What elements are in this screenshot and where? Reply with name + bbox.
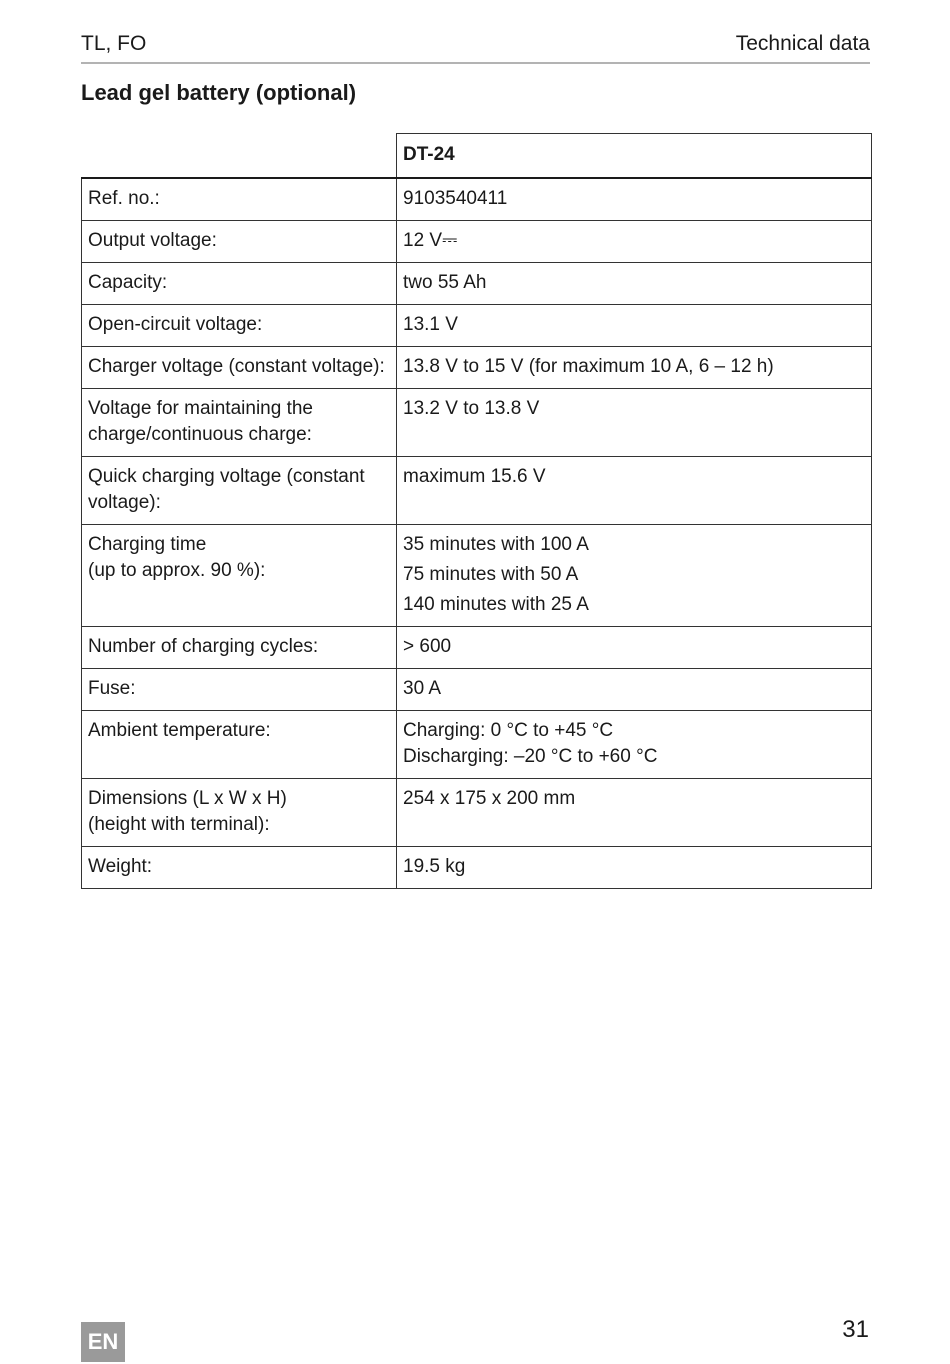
spec-table-corner <box>82 134 397 179</box>
spec-value: > 600 <box>403 636 452 657</box>
spec-label: Capacity: <box>88 272 168 293</box>
spec-value: 75 minutes with 50 A <box>403 564 579 585</box>
spec-label-cell <box>82 263 397 305</box>
spec-value: 35 minutes with 100 A <box>403 534 589 555</box>
spec-value-cell <box>397 457 872 525</box>
spec-label: charge/continuous charge: <box>88 424 312 445</box>
spec-value: 13.1 V <box>403 314 458 335</box>
spec-label: Charger voltage (constant voltage): <box>88 356 385 377</box>
spec-value: 19.5 kg <box>403 856 466 877</box>
table-row <box>82 525 872 627</box>
spec-value: 140 minutes with 25 A <box>403 594 589 615</box>
spec-value-cell <box>397 221 872 263</box>
spec-label-cell <box>82 847 397 889</box>
spec-value-cell <box>397 847 872 889</box>
spec-table-body <box>82 178 872 889</box>
model-column-header: DT-24 <box>397 134 872 179</box>
spec-value-cell <box>397 627 872 669</box>
page-number: 31 <box>842 1316 869 1343</box>
table-row <box>82 847 872 889</box>
spec-label-cell <box>82 669 397 711</box>
spec-label-cell <box>82 389 397 457</box>
spec-label: Number of charging cycles: <box>88 636 319 657</box>
spec-value: 254 x 175 x 200 mm <box>403 788 576 809</box>
table-row <box>82 178 872 221</box>
table-row <box>82 305 872 347</box>
page-header <box>81 30 870 64</box>
spec-label: Ambient temperature: <box>88 720 271 741</box>
table-row <box>82 347 872 389</box>
spec-value: 9103540411 <box>403 188 508 209</box>
table-row <box>82 711 872 779</box>
spec-table <box>81 133 872 889</box>
spec-value-cell <box>397 178 872 221</box>
table-row <box>82 457 872 525</box>
spec-value: 13.2 V to 13.8 V <box>403 398 540 419</box>
spec-label: (up to approx. 90 %): <box>88 560 266 581</box>
spec-label: Weight: <box>88 856 153 877</box>
spec-label-cell <box>82 178 397 221</box>
table-row <box>82 627 872 669</box>
spec-label-cell <box>82 779 397 847</box>
spec-label-cell <box>82 525 397 627</box>
header-section-name: Technical data <box>735 32 870 55</box>
section-title: Lead gel battery (optional) <box>81 80 357 105</box>
language-badge: EN <box>81 1322 125 1362</box>
spec-value-cell <box>397 389 872 457</box>
spec-label-cell <box>82 221 397 263</box>
table-row <box>82 263 872 305</box>
spec-label-cell <box>82 305 397 347</box>
spec-value-cell <box>397 779 872 847</box>
spec-label-cell <box>82 457 397 525</box>
table-row <box>82 779 872 847</box>
spec-label: Open-circuit voltage: <box>88 314 263 335</box>
spec-label-cell <box>82 347 397 389</box>
spec-value: maximum 15.6 V <box>403 466 546 487</box>
spec-value-cell <box>397 525 872 627</box>
spec-label-cell <box>82 711 397 779</box>
spec-label: Quick charging voltage (constant <box>88 466 365 487</box>
table-row <box>82 389 872 457</box>
spec-label: voltage): <box>88 492 161 513</box>
spec-label: Output voltage: <box>88 230 217 251</box>
spec-value-cell <box>397 711 872 779</box>
spec-value: Discharging: –20 °C to +60 °C <box>403 746 658 767</box>
spec-label: Voltage for maintaining the <box>88 398 313 419</box>
spec-label: (height with terminal): <box>88 814 270 835</box>
header-product-codes: TL, FO <box>81 32 147 55</box>
spec-value-cell <box>397 305 872 347</box>
spec-value-cell <box>397 347 872 389</box>
table-row <box>82 669 872 711</box>
spec-value: Charging: 0 °C to +45 °C <box>403 720 614 741</box>
spec-label: Dimensions (L x W x H) <box>88 788 287 809</box>
spec-label: Charging time <box>88 534 207 555</box>
spec-value-cell <box>397 263 872 305</box>
spec-value: 30 A <box>403 678 442 699</box>
spec-table-header-row <box>82 134 872 179</box>
table-row <box>82 221 872 263</box>
spec-value: 12 V⎓ <box>403 230 458 251</box>
spec-label-cell <box>82 627 397 669</box>
spec-value-cell <box>397 669 872 711</box>
spec-label: Fuse: <box>88 678 136 699</box>
spec-value: two 55 Ah <box>403 272 487 293</box>
spec-label: Ref. no.: <box>88 188 160 209</box>
spec-value: 13.8 V to 15 V (for maximum 10 A, 6 – 12 h) <box>403 356 774 377</box>
